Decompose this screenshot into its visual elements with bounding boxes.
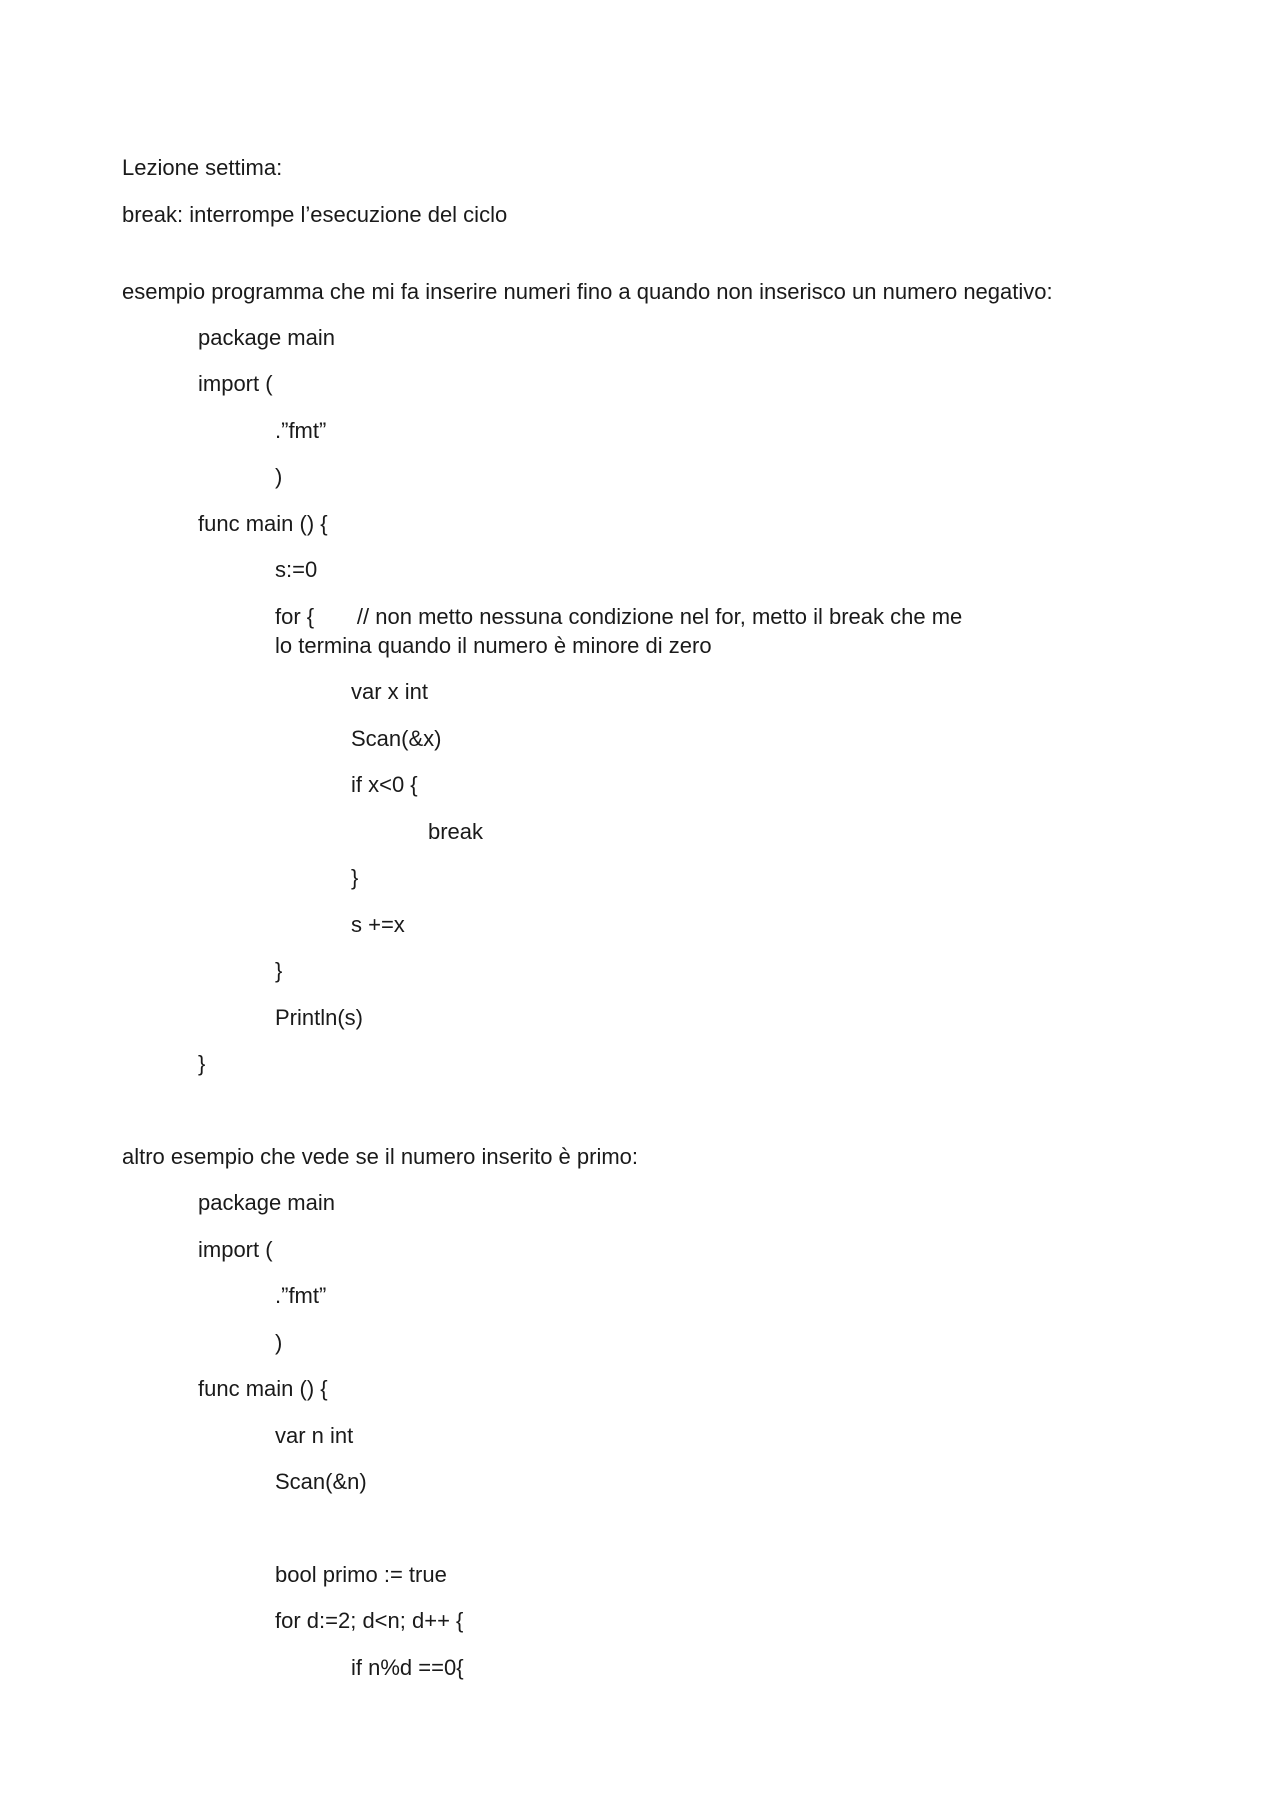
code-line: ) xyxy=(275,464,283,489)
code-line: import ( xyxy=(198,1237,273,1262)
code-line: package main xyxy=(198,1190,335,1215)
code-line: if n%d ==0{ xyxy=(351,1655,464,1680)
code-line: } xyxy=(198,1051,206,1076)
code-line-comment-cont: lo termina quando il numero è minore di zero xyxy=(275,633,712,658)
code-line: for d:=2; d<n; d++ { xyxy=(275,1608,464,1633)
page-title: Lezione settima: xyxy=(122,155,283,180)
code-line-comment: for { // non metto nessuna condizione nel for, metto il break che me xyxy=(275,604,963,629)
code-line: s:=0 xyxy=(275,557,318,582)
code-line: ) xyxy=(275,1330,283,1355)
code-line: import ( xyxy=(198,371,273,396)
code-line: func main () { xyxy=(198,511,328,536)
code-line: bool primo := true xyxy=(275,1562,447,1587)
code-line: Scan(&x) xyxy=(351,726,442,751)
code-line: s +=x xyxy=(351,912,405,937)
code-line: .”fmt” xyxy=(275,418,327,443)
code-line: func main () { xyxy=(198,1376,328,1401)
code-line: Println(s) xyxy=(275,1005,364,1030)
code-line: if x<0 { xyxy=(351,772,418,797)
code-line: package main xyxy=(198,325,335,350)
code-line: .”fmt” xyxy=(275,1283,327,1308)
code-line: var x int xyxy=(351,679,429,704)
code-line: break xyxy=(428,819,484,844)
code-line: } xyxy=(275,958,283,983)
break-definition: break: interrompe l’esecuzione del ciclo xyxy=(122,202,508,227)
example1-intro: esempio programma che mi fa inserire numeri fino a quando non inserisco un numero negativo: xyxy=(122,279,1053,304)
example2-intro: altro esempio che vede se il numero inserito è primo: xyxy=(122,1144,639,1169)
code-line: var n int xyxy=(275,1423,354,1448)
code-line: Scan(&n) xyxy=(275,1469,367,1494)
code-line: } xyxy=(351,865,359,890)
